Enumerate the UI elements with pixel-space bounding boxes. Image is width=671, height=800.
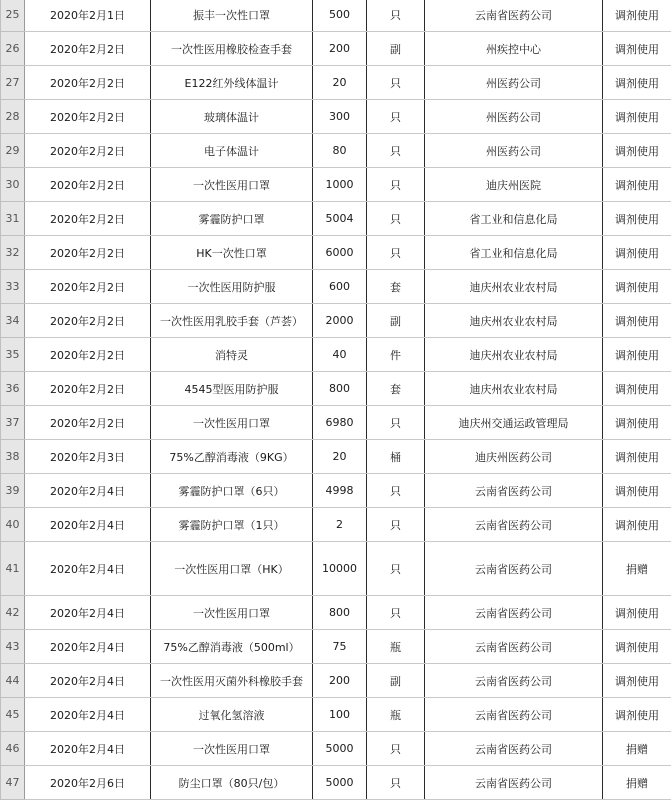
cell-recipient[interactable]: 云南省医药公司 xyxy=(425,474,603,508)
cell-recipient[interactable]: 迪庆州医药公司 xyxy=(425,440,603,474)
cell-item-name[interactable]: 玻璃体温计 xyxy=(151,100,313,134)
cell-usage[interactable]: 调剂使用 xyxy=(603,630,671,664)
cell-usage[interactable]: 调剂使用 xyxy=(603,698,671,732)
row-number[interactable]: 44 xyxy=(1,664,25,698)
table-row xyxy=(1,304,671,338)
table-row xyxy=(1,236,671,270)
cell-recipient[interactable]: 云南省医药公司 xyxy=(425,732,603,766)
cell-usage[interactable]: 调剂使用 xyxy=(603,664,671,698)
cell-usage[interactable]: 调剂使用 xyxy=(603,202,671,236)
table-row xyxy=(1,542,671,596)
cell-recipient[interactable]: 云南省医药公司 xyxy=(425,596,603,630)
cell-usage[interactable]: 调剂使用 xyxy=(603,270,671,304)
cell-date[interactable]: 2020年2月3日 xyxy=(25,440,151,474)
cell-recipient[interactable]: 云南省医药公司 xyxy=(425,508,603,542)
row-number[interactable]: 27 xyxy=(1,66,25,100)
table-row xyxy=(1,508,671,542)
row-number[interactable]: 39 xyxy=(1,474,25,508)
cell-unit[interactable]: 副 xyxy=(367,664,425,698)
cell-date[interactable]: 2020年2月4日 xyxy=(25,542,151,596)
cell-recipient[interactable]: 云南省医药公司 xyxy=(425,698,603,732)
cell-date[interactable]: 2020年2月2日 xyxy=(25,338,151,372)
cell-unit[interactable]: 只 xyxy=(367,732,425,766)
cell-unit[interactable]: 套 xyxy=(367,270,425,304)
cell-date[interactable]: 2020年2月2日 xyxy=(25,66,151,100)
cell-unit[interactable]: 只 xyxy=(367,168,425,202)
table-row xyxy=(1,100,671,134)
cell-unit[interactable]: 只 xyxy=(367,134,425,168)
cell-usage[interactable]: 捐赠 xyxy=(603,732,671,766)
cell-unit[interactable]: 只 xyxy=(367,202,425,236)
cell-quantity[interactable]: 80 xyxy=(313,134,367,168)
cell-item-name[interactable]: 雾霾防护口罩（1只） xyxy=(151,508,313,542)
cell-date[interactable]: 2020年2月4日 xyxy=(25,698,151,732)
cell-recipient[interactable]: 州医药公司 xyxy=(425,100,603,134)
cell-recipient[interactable]: 迪庆州交通运政管理局 xyxy=(425,406,603,440)
row-number[interactable]: 35 xyxy=(1,338,25,372)
cell-unit[interactable]: 只 xyxy=(367,236,425,270)
row-number[interactable]: 32 xyxy=(1,236,25,270)
cell-usage[interactable]: 捐赠 xyxy=(603,766,671,800)
cell-unit[interactable]: 套 xyxy=(367,372,425,406)
cell-item-name[interactable]: 一次性医用口罩 xyxy=(151,732,313,766)
cell-quantity[interactable]: 200 xyxy=(313,664,367,698)
row-number[interactable]: 26 xyxy=(1,32,25,66)
cell-usage[interactable]: 调剂使用 xyxy=(603,508,671,542)
cell-item-name[interactable]: 消特灵 xyxy=(151,338,313,372)
cell-quantity[interactable]: 20 xyxy=(313,66,367,100)
table-row xyxy=(1,202,671,236)
row-number[interactable]: 40 xyxy=(1,508,25,542)
table-row xyxy=(1,440,671,474)
cell-quantity[interactable]: 4998 xyxy=(313,474,367,508)
table-row xyxy=(1,372,671,406)
table-row xyxy=(1,630,671,664)
row-number[interactable]: 42 xyxy=(1,596,25,630)
cell-item-name[interactable]: 防尘口罩（80只/包） xyxy=(151,766,313,800)
cell-item-name[interactable]: HK一次性口罩 xyxy=(151,236,313,270)
table-row xyxy=(1,134,671,168)
row-number[interactable]: 37 xyxy=(1,406,25,440)
cell-recipient[interactable]: 迪庆州农业农村局 xyxy=(425,372,603,406)
cell-date[interactable]: 2020年2月2日 xyxy=(25,304,151,338)
table-row xyxy=(1,732,671,766)
cell-unit[interactable]: 副 xyxy=(367,304,425,338)
row-number[interactable]: 47 xyxy=(1,766,25,800)
cell-item-name[interactable]: 振丰一次性口罩 xyxy=(151,0,313,32)
cell-quantity[interactable]: 800 xyxy=(313,596,367,630)
row-number[interactable]: 28 xyxy=(1,100,25,134)
row-number[interactable]: 41 xyxy=(1,542,25,596)
cell-quantity[interactable]: 800 xyxy=(313,372,367,406)
table-row xyxy=(1,474,671,508)
cell-recipient[interactable]: 州医药公司 xyxy=(425,134,603,168)
cell-unit[interactable]: 只 xyxy=(367,596,425,630)
cell-quantity[interactable]: 6000 xyxy=(313,236,367,270)
cell-date[interactable]: 2020年2月4日 xyxy=(25,664,151,698)
cell-quantity[interactable]: 1000 xyxy=(313,168,367,202)
cell-unit[interactable]: 桶 xyxy=(367,440,425,474)
cell-item-name[interactable]: 一次性医用乳胶手套（芦荟） xyxy=(151,304,313,338)
cell-quantity[interactable]: 20 xyxy=(313,440,367,474)
cell-date[interactable]: 2020年2月2日 xyxy=(25,202,151,236)
cell-date[interactable]: 2020年2月2日 xyxy=(25,406,151,440)
cell-unit[interactable]: 只 xyxy=(367,66,425,100)
cell-unit[interactable]: 件 xyxy=(367,338,425,372)
cell-unit[interactable]: 只 xyxy=(367,508,425,542)
cell-usage[interactable]: 调剂使用 xyxy=(603,474,671,508)
cell-recipient[interactable]: 迪庆州医院 xyxy=(425,168,603,202)
cell-recipient[interactable]: 云南省医药公司 xyxy=(425,766,603,800)
cell-date[interactable]: 2020年2月2日 xyxy=(25,236,151,270)
cell-item-name[interactable]: 一次性医用防护服 xyxy=(151,270,313,304)
table-row xyxy=(1,766,671,800)
cell-quantity[interactable]: 200 xyxy=(313,32,367,66)
cell-item-name[interactable]: 一次性医用橡胶检查手套 xyxy=(151,32,313,66)
cell-date[interactable]: 2020年2月1日 xyxy=(25,0,151,32)
cell-recipient[interactable]: 迪庆州农业农村局 xyxy=(425,338,603,372)
cell-usage[interactable]: 调剂使用 xyxy=(603,372,671,406)
cell-unit[interactable]: 只 xyxy=(367,0,425,32)
cell-recipient[interactable]: 州疾控中心 xyxy=(425,32,603,66)
cell-unit[interactable]: 只 xyxy=(367,406,425,440)
cell-quantity[interactable]: 40 xyxy=(313,338,367,372)
table-row xyxy=(1,32,671,66)
cell-item-name[interactable]: 过氧化氢溶液 xyxy=(151,698,313,732)
row-number[interactable]: 29 xyxy=(1,134,25,168)
cell-usage[interactable]: 调剂使用 xyxy=(603,0,671,32)
cell-recipient[interactable]: 云南省医药公司 xyxy=(425,664,603,698)
cell-quantity[interactable]: 100 xyxy=(313,698,367,732)
cell-quantity[interactable]: 5000 xyxy=(313,732,367,766)
cell-usage[interactable]: 捐赠 xyxy=(603,542,671,596)
cell-quantity[interactable]: 2 xyxy=(313,508,367,542)
cell-item-name[interactable]: 雾霾防护口罩 xyxy=(151,202,313,236)
cell-date[interactable]: 2020年2月2日 xyxy=(25,32,151,66)
table-row xyxy=(1,66,671,100)
cell-unit[interactable]: 副 xyxy=(367,32,425,66)
cell-item-name[interactable]: 一次性医用口罩 xyxy=(151,406,313,440)
cell-usage[interactable]: 调剂使用 xyxy=(603,66,671,100)
cell-item-name[interactable]: 75%乙醇消毒液（500ml） xyxy=(151,630,313,664)
cell-date[interactable]: 2020年2月2日 xyxy=(25,168,151,202)
cell-recipient[interactable]: 云南省医药公司 xyxy=(425,0,603,32)
cell-unit[interactable]: 只 xyxy=(367,542,425,596)
cell-unit[interactable]: 只 xyxy=(367,100,425,134)
table-row xyxy=(1,664,671,698)
cell-unit[interactable]: 瓶 xyxy=(367,698,425,732)
cell-item-name[interactable]: 一次性医用口罩（HK） xyxy=(151,542,313,596)
cell-unit[interactable]: 瓶 xyxy=(367,630,425,664)
cell-date[interactable]: 2020年2月6日 xyxy=(25,766,151,800)
cell-item-name[interactable]: 一次性医用口罩 xyxy=(151,596,313,630)
row-number[interactable]: 36 xyxy=(1,372,25,406)
sheet-body xyxy=(1,0,671,800)
row-number[interactable]: 46 xyxy=(1,732,25,766)
cell-date[interactable]: 2020年2月4日 xyxy=(25,474,151,508)
row-number[interactable]: 31 xyxy=(1,202,25,236)
cell-usage[interactable]: 调剂使用 xyxy=(603,406,671,440)
cell-usage[interactable]: 调剂使用 xyxy=(603,134,671,168)
row-number[interactable]: 38 xyxy=(1,440,25,474)
cell-date[interactable]: 2020年2月2日 xyxy=(25,270,151,304)
cell-item-name[interactable]: 75%乙醇消毒液（9KG） xyxy=(151,440,313,474)
cell-item-name[interactable]: 一次性医用灭菌外科橡胶手套 xyxy=(151,664,313,698)
cell-date[interactable]: 2020年2月2日 xyxy=(25,134,151,168)
cell-usage[interactable]: 调剂使用 xyxy=(603,304,671,338)
cell-recipient[interactable]: 省工业和信息化局 xyxy=(425,202,603,236)
table-row xyxy=(1,338,671,372)
cell-date[interactable]: 2020年2月2日 xyxy=(25,100,151,134)
table-row xyxy=(1,406,671,440)
cell-quantity[interactable]: 500 xyxy=(313,0,367,32)
cell-item-name[interactable]: 雾霾防护口罩（6只） xyxy=(151,474,313,508)
cell-quantity[interactable]: 2000 xyxy=(313,304,367,338)
cell-date[interactable]: 2020年2月2日 xyxy=(25,372,151,406)
row-number[interactable]: 30 xyxy=(1,168,25,202)
cell-quantity[interactable]: 600 xyxy=(313,270,367,304)
row-number[interactable]: 43 xyxy=(1,630,25,664)
cell-item-name[interactable]: 4545型医用防护服 xyxy=(151,372,313,406)
table-row xyxy=(1,596,671,630)
cell-item-name[interactable]: E122红外线体温计 xyxy=(151,66,313,100)
cell-item-name[interactable]: 电子体温计 xyxy=(151,134,313,168)
cell-usage[interactable]: 调剂使用 xyxy=(603,338,671,372)
cell-date[interactable]: 2020年2月4日 xyxy=(25,596,151,630)
cell-recipient[interactable]: 云南省医药公司 xyxy=(425,630,603,664)
cell-recipient[interactable]: 省工业和信息化局 xyxy=(425,236,603,270)
cell-date[interactable]: 2020年2月4日 xyxy=(25,732,151,766)
cell-usage[interactable]: 调剂使用 xyxy=(603,32,671,66)
row-number[interactable]: 34 xyxy=(1,304,25,338)
cell-date[interactable]: 2020年2月4日 xyxy=(25,630,151,664)
row-number[interactable]: 25 xyxy=(1,0,25,32)
row-number[interactable]: 45 xyxy=(1,698,25,732)
cell-quantity[interactable]: 5004 xyxy=(313,202,367,236)
cell-date[interactable]: 2020年2月4日 xyxy=(25,508,151,542)
cell-quantity[interactable]: 5000 xyxy=(313,766,367,800)
cell-item-name[interactable]: 一次性医用口罩 xyxy=(151,168,313,202)
cell-unit[interactable]: 只 xyxy=(367,766,425,800)
row-number[interactable]: 33 xyxy=(1,270,25,304)
cell-quantity[interactable]: 10000 xyxy=(313,542,367,596)
cell-quantity[interactable]: 300 xyxy=(313,100,367,134)
cell-recipient[interactable]: 迪庆州农业农村局 xyxy=(425,270,603,304)
table-row xyxy=(1,168,671,202)
cell-quantity[interactable]: 6980 xyxy=(313,406,367,440)
table-row xyxy=(1,0,671,32)
cell-recipient[interactable]: 云南省医药公司 xyxy=(425,542,603,596)
cell-unit[interactable]: 只 xyxy=(367,474,425,508)
table-row xyxy=(1,698,671,732)
cell-recipient[interactable]: 州医药公司 xyxy=(425,66,603,100)
cell-quantity[interactable]: 75 xyxy=(313,630,367,664)
table-row xyxy=(1,270,671,304)
cell-usage[interactable]: 调剂使用 xyxy=(603,440,671,474)
cell-usage[interactable]: 调剂使用 xyxy=(603,596,671,630)
cell-usage[interactable]: 调剂使用 xyxy=(603,168,671,202)
cell-recipient[interactable]: 迪庆州农业农村局 xyxy=(425,304,603,338)
cell-usage[interactable]: 调剂使用 xyxy=(603,100,671,134)
cell-usage[interactable]: 调剂使用 xyxy=(603,236,671,270)
